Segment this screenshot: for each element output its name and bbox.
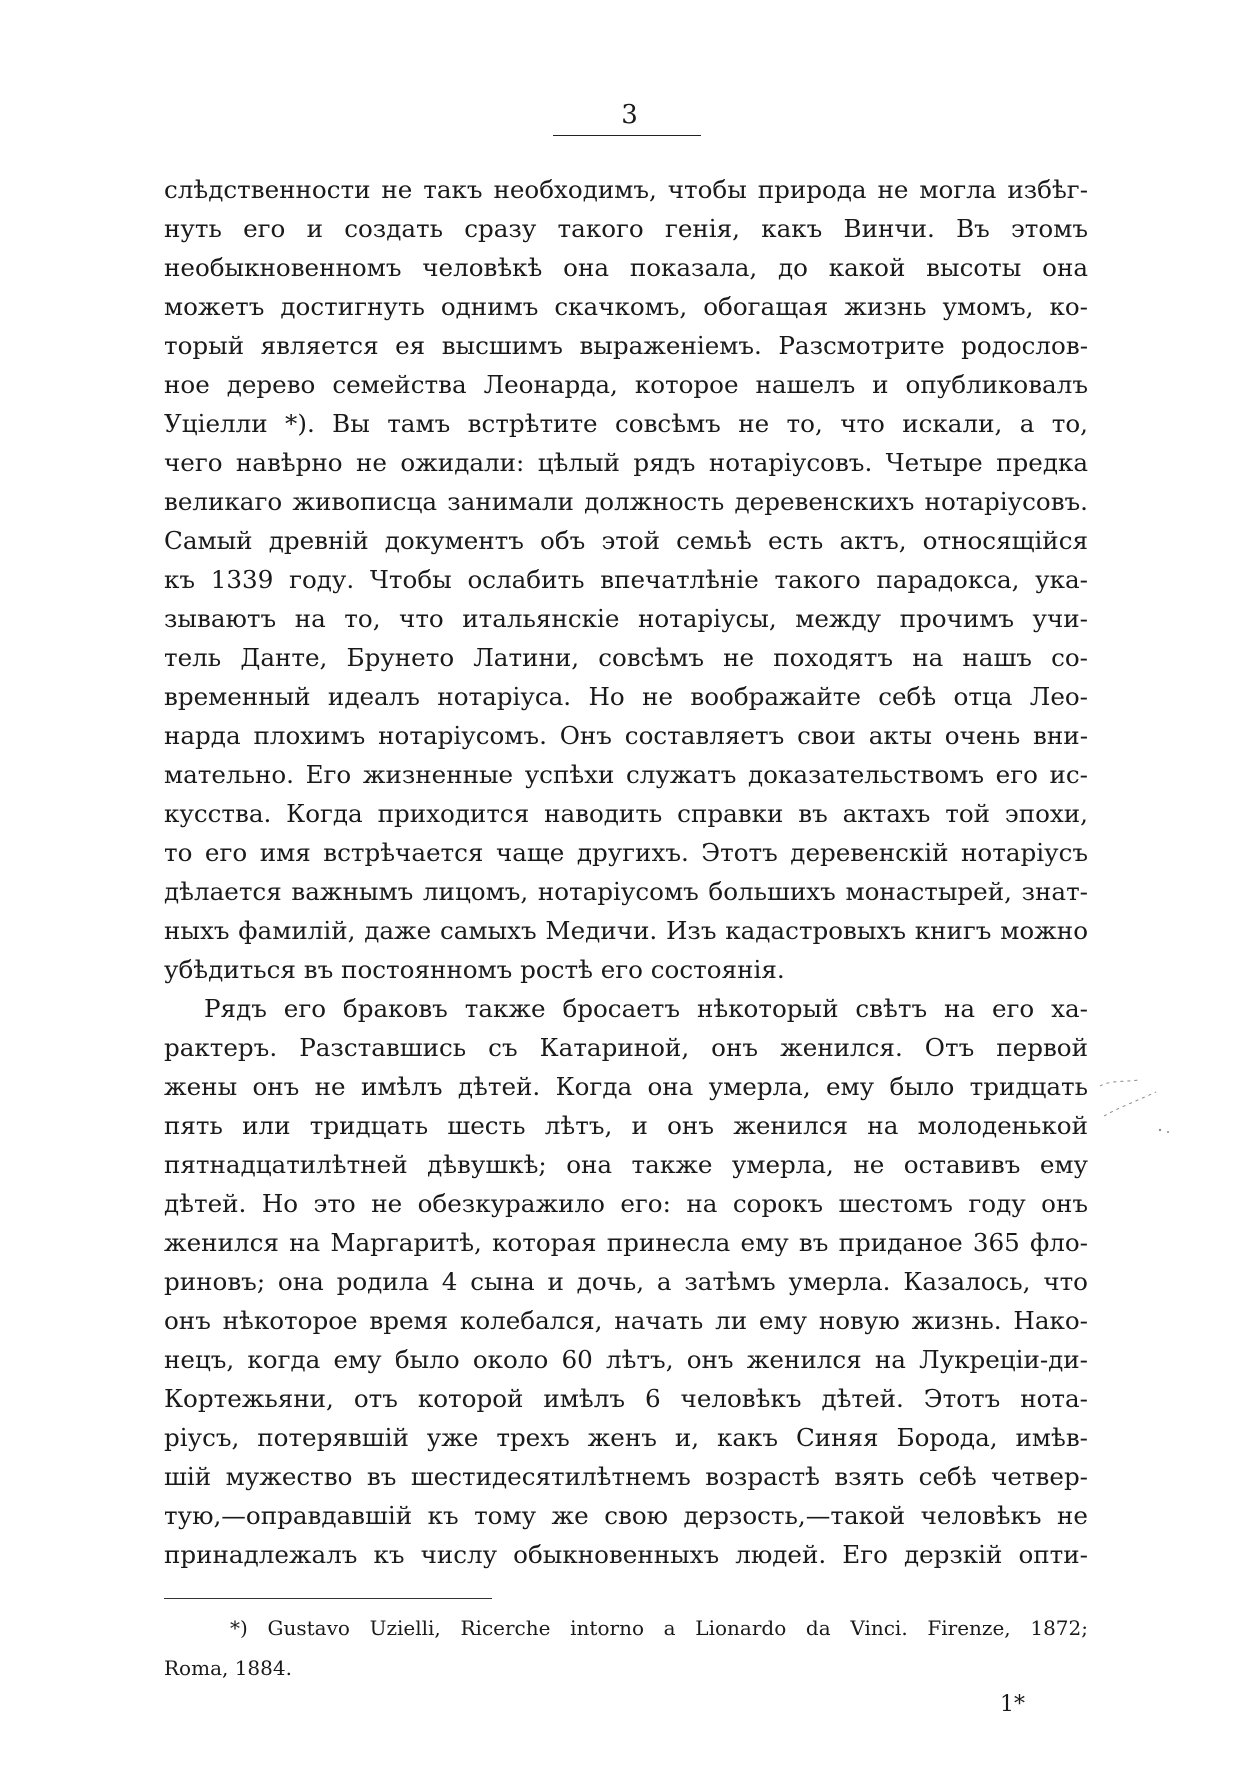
footnote-line: Roma, 1884. xyxy=(164,1656,292,1680)
pencil-annotation-mark xyxy=(1098,1078,1178,1138)
text-line: временный идеалъ нотаріуса. Но не воображайте себѣ отца Лео- xyxy=(164,682,1088,711)
text-line: принадлежалъ къ числу обыкновенныхъ людей. Его дерзкій опти- xyxy=(164,1540,1088,1569)
footnote-line: *) Gustavo Uzielli, Ricerche intorno a Lionardo da Vinci. Firenze, 1872; xyxy=(230,1616,1088,1640)
text-line: слѣдственности не такъ необходимъ, чтобы природа не могла избѣг- xyxy=(164,175,1088,204)
text-line: Рядъ его браковъ также бросаетъ нѣкоторый свѣтъ на его ха- xyxy=(204,994,1088,1023)
text-line: жены онъ не имѣлъ дѣтей. Когда она умерла, ему было тридцать xyxy=(164,1072,1088,1101)
text-line: пятнадцатилѣтней дѣвушкѣ; она также умерла, не оставивъ ему xyxy=(164,1150,1088,1179)
text-line: нецъ, когда ему было около 60 лѣтъ, онъ женился на Лукреціи-ди- xyxy=(164,1345,1088,1374)
body-text xyxy=(164,170,1088,1574)
text-line: необыкновенномъ человѣкѣ она показала, до какой высоты она xyxy=(164,253,1088,282)
text-line: тую,—оправдавшій къ тому же свою дерзость,—такой человѣкъ не xyxy=(164,1501,1088,1530)
text-line: ное дерево семейства Леонарда, которое нашелъ и опубликовалъ xyxy=(164,370,1088,399)
text-line: шій мужество въ шестидесятилѣтнемъ возрастѣ взять себѣ четвер- xyxy=(164,1462,1088,1491)
text-line: можетъ достигнуть однимъ скачкомъ, обогащая жизнь умомъ, ко- xyxy=(164,292,1088,321)
text-line: пять или тридцать шесть лѣтъ, и онъ женился на молоденькой xyxy=(164,1111,1088,1140)
text-line: риновъ; она родила 4 сына и дочь, а затѣмъ умерла. Казалось, что xyxy=(164,1267,1088,1296)
text-line: торый является ея высшимъ выраженіемъ. Разсмотрите родослов- xyxy=(164,331,1088,360)
text-line: нуть его и создать сразу такого генія, какъ Винчи. Въ этомъ xyxy=(164,214,1088,243)
text-line: чего навѣрно не ожидали: цѣлый рядъ нотаріусовъ. Четыре предка xyxy=(164,448,1088,477)
text-line: убѣдиться въ постоянномъ ростѣ его состоянія. xyxy=(164,955,785,984)
text-line: женился на Маргаритѣ, которая принесла ему въ приданое 365 фло- xyxy=(164,1228,1088,1257)
text-line: онъ нѣкоторое время колебался, начать ли ему новую жизнь. Нако- xyxy=(164,1306,1088,1335)
text-line: дѣтей. Но это не обезкуражило его: на сорокъ шестомъ году онъ xyxy=(164,1189,1088,1218)
text-line: нарда плохимъ нотаріусомъ. Онъ составляетъ свои акты очень вни- xyxy=(164,721,1088,750)
text-line: тель Данте, Брунето Латини, совсѣмъ не походятъ на нашъ со- xyxy=(164,643,1088,672)
footnote-rule xyxy=(164,1598,492,1599)
footnote xyxy=(164,1608,1088,1688)
text-line: то его имя встрѣчается чаще другихъ. Этотъ деревенскій нотаріусъ xyxy=(164,838,1088,867)
text-line: Кортежьяни, отъ которой имѣлъ 6 человѣкъ дѣтей. Этотъ нота- xyxy=(164,1384,1088,1413)
text-line: дѣлается важнымъ лицомъ, нотаріусомъ большихъ монастырей, знат- xyxy=(164,877,1088,906)
text-line: Самый древній документъ объ этой семьѣ есть актъ, относящійся xyxy=(164,526,1088,555)
text-line: великаго живописца занимали должность деревенскихъ нотаріусовъ. xyxy=(164,487,1088,516)
text-line: рактеръ. Разставшись съ Катариной, онъ женился. Отъ первой xyxy=(164,1033,1088,1062)
text-line: ріусъ, потерявшій уже трехъ женъ и, какъ Синяя Борода, имѣв- xyxy=(164,1423,1088,1452)
page-number-rule xyxy=(553,135,701,136)
text-line: Уціелли *). Вы тамъ встрѣтите совсѣмъ не то, что искали, а то, xyxy=(164,409,1088,438)
text-line: зываютъ на то, что итальянскіе нотаріусы, между прочимъ учи- xyxy=(164,604,1088,633)
page-number: 3 xyxy=(621,100,638,130)
signature-mark: 1* xyxy=(1000,1692,1025,1717)
text-line: кусства. Когда приходится наводить справки въ актахъ той эпохи, xyxy=(164,799,1088,828)
text-line: мательно. Его жизненные успѣхи служатъ доказательствомъ его ис- xyxy=(164,760,1088,789)
text-line: къ 1339 году. Чтобы ослабить впечатлѣніе такого парадокса, ука- xyxy=(164,565,1088,594)
text-line: ныхъ фамилій, даже самыхъ Медичи. Изъ кадастровыхъ книгъ можно xyxy=(164,916,1088,945)
